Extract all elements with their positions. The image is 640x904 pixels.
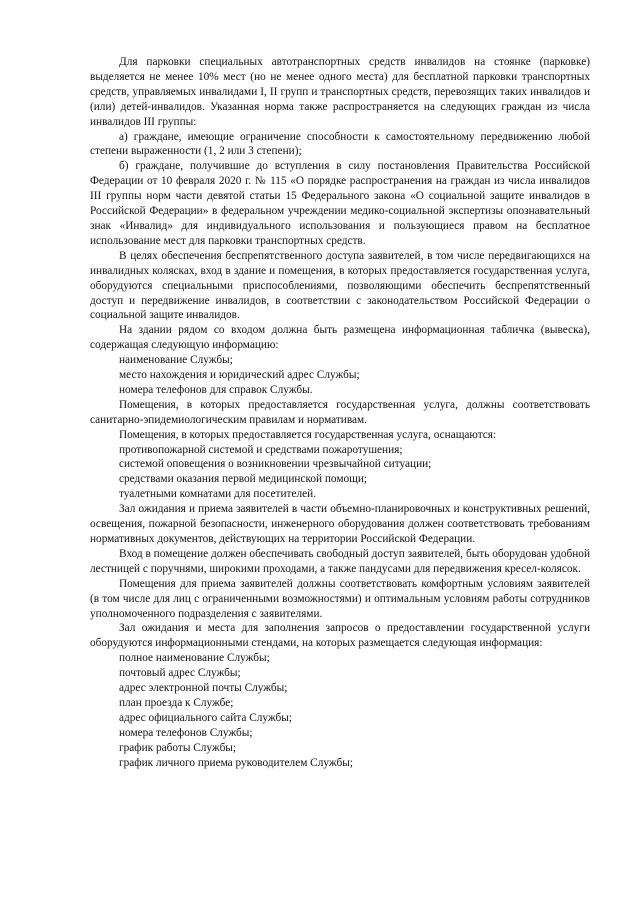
equipped-item: средствами оказания первой медицинской помощи; bbox=[119, 473, 368, 486]
paragraph-access: В целях обеспечения беспрепятственного доступа заявителей, в том числе передвигающихся на инвалидных колясках, вход в здание и помещения, в которых предоставляется государственная услуга, оборудуются специальными приспособлениями, позволяющими обеспечить беспрепятственный доступ и передвижение инвалидов, в соответствии с законодательством Российской Федерации о социальной защите инвалидов. bbox=[90, 249, 590, 322]
info-item: почтовый адрес Службы; bbox=[119, 667, 241, 680]
paragraph-entrance: Вход в помещение должен обеспечивать свободный доступ заявителей, быть оборудован удобной лестницей с поручнями, широкими проходами, а также пандусами для передвижения кресел-колясок. bbox=[90, 547, 590, 575]
paragraph-premises: Помещения, в которых предоставляется государственная услуга, должны соответствовать санитарно-эпидемиологическим правилам и нормативам. bbox=[90, 398, 590, 426]
sign-item: место нахождения и юридический адрес Службы; bbox=[119, 369, 360, 382]
sign-item: наименование Службы; bbox=[119, 354, 233, 367]
paragraph-parking: Для парковки специальных автотранспортных средств инвалидов на стоянке (парковке) выделяется не менее 10% мест (но не менее одного места) для бесплатной парковки транспортных средств, управляемых инвалидами I, II групп и транспортных средств, перевозящих таких инвалидов и (или) детей-инвалидов. Указанная норма также распространяется на следующих граждан из числа инвалидов III группы: bbox=[90, 56, 590, 128]
sign-item: номера телефонов для справок Службы. bbox=[119, 383, 313, 396]
paragraph-waiting-hall: Зал ожидания и приема заявителей в части объемно-планировочных и конструктивных решений, освещения, пожарной безопасности, инженерного оборудования должен соответствовать требованиям нормативных документов, действующих на территории Российской Федерации. bbox=[90, 503, 590, 545]
paragraph-item-b: б) граждане, получившие до вступления в силу постановления Правительства Российской Федерации от 10 февраля 2020 г. № 115 «О порядке распространения на граждан из числа инвалидов III группы норм части девятой статьи 15 Федерального закона «О социальной защите инвалидов в Российской Федерации» в федеральном учреждении медико-социальной экспертизы опознавательный знак «Инвалид» для индивидуального использования и пользующиеся правом на бесплатное использование мест для парковки транспортных средств. bbox=[90, 160, 590, 247]
info-item: номера телефонов Службы; bbox=[119, 726, 253, 739]
equipped-item: противопожарной системой и средствами пожаротушения; bbox=[119, 443, 403, 456]
info-item: адрес официального сайта Службы; bbox=[119, 711, 293, 724]
info-item: график личного приема руководителем Службы; bbox=[119, 756, 353, 769]
equipped-item: туалетными комнатами для посетителей. bbox=[119, 488, 317, 501]
info-item: полное наименование Службы; bbox=[119, 652, 270, 665]
info-item: план проезда к Службе; bbox=[119, 696, 234, 709]
paragraph-equipped-intro: Помещения, в которых предоставляется государственная услуга, оснащаются: bbox=[119, 428, 497, 441]
equipped-item: системой оповещения о возникновении чрезвычайной ситуации; bbox=[119, 458, 432, 471]
info-item: адрес электронной почты Службы; bbox=[119, 682, 288, 695]
paragraph-reception-rooms: Помещения для приема заявителей должны соответствовать комфортным условиям заявителей (в том числе для лиц с ограниченными возможностями) и оптимальным условиям работы сотрудников уполномоченного подразделения с заявителями. bbox=[90, 577, 590, 620]
document-body bbox=[90, 55, 590, 771]
paragraph-item-a: а) граждане, имеющие ограничение способности к самостоятельному передвижению любой степени выраженности (1, 2 или 3 степени); bbox=[90, 130, 590, 158]
paragraph-info-stands: Зал ожидания и места для заполнения запросов о предоставлении государственной услуги оборудуются информационными стендами, на которых размещается следующая информация: bbox=[90, 622, 590, 650]
info-item: график работы Службы; bbox=[119, 741, 237, 754]
paragraph-sign: На здании рядом со входом должна быть размещена информационная табличка (вывеска), содержащая следующую информацию: bbox=[90, 324, 590, 352]
